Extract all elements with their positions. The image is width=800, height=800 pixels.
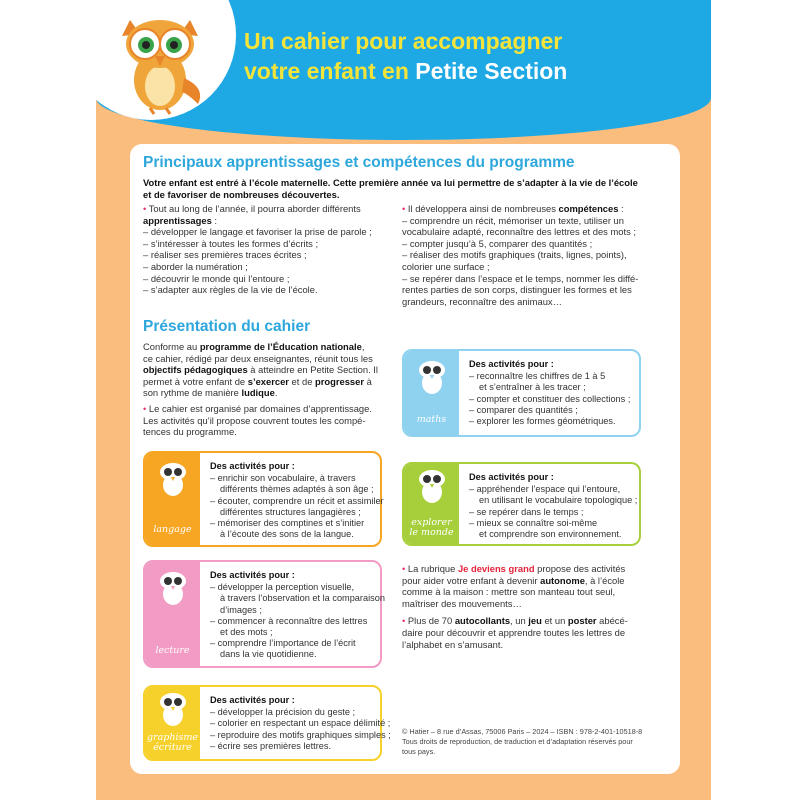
monde-label: explorer le monde: [409, 517, 454, 538]
section1-intro: Votre enfant est entré à l’école maternelle. Cette première année va lui permettre de s’adapter à la vie de l’école et de favoriser de nombreuses découvertes.: [143, 177, 638, 200]
graphisme-tab: [145, 687, 200, 759]
activity-lecture: [143, 560, 385, 668]
back-cover: [96, 0, 711, 800]
title-highlight: Petite Section: [415, 58, 568, 84]
activity-langage: [143, 451, 382, 547]
extras-text: • La rubrique Je deviens grand propose des activités pour aider votre enfant à devenir autonome, à l’école comme à la maison : mettre son manteau tout seul, maîtriser des mouvements… • Plus de 70 autocollants, un jeu et un poster abécé- daire pour découvrir et apprendre toutes les lettres de l’alphabet en s’amusant.: [402, 563, 628, 650]
monde-body: Des activités pour : – appréhender l’espace qui l’entoure, en utilisant le vocabulaire topologique ; – se repérer dans le temps ; – mieux se connaître soi-même et comprendre son environnement.: [469, 472, 638, 540]
maths-body: Des activités pour : – reconnaître les chiffres de 1 à 5 et s’entraîner à les tracer ; – compter et constituer des collections ; – comparer des quantités ; – explorer les formes géométriques.: [469, 359, 631, 427]
bullet-icon: •: [402, 203, 406, 214]
content-card: [130, 144, 680, 774]
owl-icon: [158, 461, 188, 497]
activity-explorer-le-monde: [402, 462, 641, 546]
activity-maths: [402, 349, 641, 437]
graphisme-label: graphisme écriture: [146, 732, 199, 753]
activity-graphisme: [143, 685, 391, 761]
bullet-icon: •: [143, 203, 147, 214]
presentation-text: Conforme au programme de l’Éducation nationale, ce cahier, rédigé par deux enseignantes, réunit tous les objectifs pédagogiques à atteindre en Petite Section. Il permet à votre enfant de s’exercer et de progresser à son rythme de manière ludique. • Le cahier est organisé par domaines d’apprentissage. Les activités qu’il propose couvrent toutes les compé- tences du programme.: [143, 341, 378, 438]
graphisme-body: Des activités pour : – développer la précision du geste ; – colorier en respectant un espace délimité ; – reproduire des motifs graphiques simples ; – écrire ses premières lettres.: [210, 695, 391, 751]
langage-tab: [145, 453, 200, 545]
langage-label: langage: [153, 524, 192, 535]
maths-label: maths: [416, 414, 447, 425]
owl-icon: [158, 570, 188, 606]
langage-body: Des activités pour : – enrichir son vocabulaire, à travers différents thèmes adaptés à son âge ; – écouter, comprendre un récit et assimiler différentes structures langagières ; – mémoriser des comptines et s’initier à l’écoute des sons de la langue.: [210, 461, 384, 540]
lecture-tab: [145, 562, 200, 666]
section2-heading: Présentation du cahier: [143, 318, 311, 335]
owl-mascot-icon: [110, 8, 210, 118]
skills-list: • Il développera ainsi de nombreuses compétences : – comprendre un récit, mémoriser un texte, utiliser un vocabulaire adapté, reconnaître des lettres et des mots ; – compter jusqu’à 5, comparer des quantités ; – réaliser des motifs graphiques (traits, lignes, points), colorier une surface ; – se repérer dans l’espace et le temps, nommer les diffé- rentes parties de son corps, distinguer les formes et les grandeurs, reconnaître des animaux…: [402, 203, 639, 307]
lecture-body: Des activités pour : – développer la perception visuelle, à travers l’observation et la comparaison d’images ; – commencer à reconnaître des lettres et des mots ; – comprendre l’importance de l’écrit dans la vie quotidienne.: [210, 570, 385, 660]
learning-list: • Tout au long de l’année, il pourra aborder différents apprentissages : – développer le langage et favoriser la prise de parole ; – s’intéresser à toutes les formes d’écrits ; – réaliser ses premières traces écrites ; – aborder la numération ; – découvrir le monde qui l’entoure ; – s’adapter aux règles de la vie de l’école.: [143, 203, 372, 296]
copyright-footer: © Hatier – 8 rue d’Assas, 75006 Paris – 2024 – ISBN : 978-2-401-10518-8 Tous droits de reproduction, de traduction et d’adaptation réservés pour tous pays.: [402, 727, 643, 756]
owl-icon: [417, 359, 447, 395]
bullet-icon: •: [143, 402, 147, 414]
bullet-icon: •: [402, 615, 406, 627]
owl-icon: [417, 468, 447, 504]
title-line-1: Un cahier pour accompagner: [244, 28, 563, 54]
monde-tab: [404, 464, 459, 544]
title-line-2: votre enfant en: [244, 58, 416, 84]
section1-heading: Principaux apprentissages et compétences du programme: [143, 154, 575, 171]
maths-tab: [404, 351, 459, 435]
bullet-icon: •: [402, 563, 406, 574]
page-title: [244, 26, 567, 86]
owl-icon: [158, 691, 188, 727]
lecture-label: lecture: [155, 645, 190, 656]
header-banner: [96, 0, 711, 140]
